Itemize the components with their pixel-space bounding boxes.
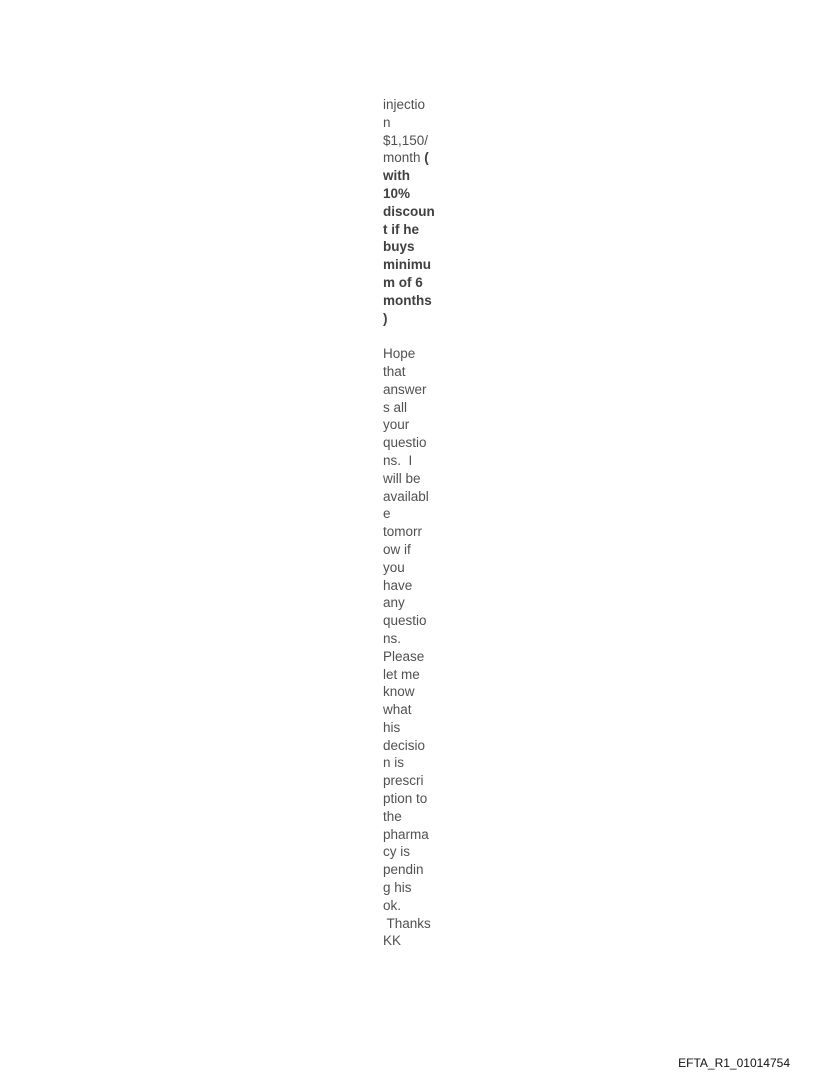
text-line: Please [383, 648, 425, 664]
text-fragment: month [383, 150, 421, 166]
text-line: answer [383, 381, 427, 397]
text-line: KK [383, 933, 402, 949]
text-line: ns. [383, 630, 402, 646]
text-line: ok. [383, 897, 402, 913]
text-line: what [383, 702, 412, 718]
text-line: the [383, 808, 402, 824]
text-line: cy is [383, 844, 410, 860]
text-line: availabl [383, 488, 429, 504]
bold-line: buys [383, 239, 415, 255]
text-line: your [383, 417, 410, 433]
text-line: know [383, 684, 415, 700]
text-line: questio [383, 613, 427, 629]
pricing-paragraph [383, 96, 443, 327]
bold-line: minimu [383, 257, 432, 273]
bold-line: t if he [383, 221, 419, 237]
text-line: you [383, 559, 405, 575]
text-line: ns. I [383, 452, 413, 468]
bold-line: ) [383, 310, 388, 326]
text-line: his [383, 719, 401, 735]
text-line: $1,150/ [383, 132, 429, 148]
bold-line: 10% [383, 185, 411, 201]
text-line: n [383, 114, 391, 130]
text-line: s all [383, 399, 408, 415]
bold-fragment: ( [424, 150, 429, 166]
text-line: any [383, 595, 405, 611]
text-line: n is [383, 755, 405, 771]
text-line: questio [383, 435, 427, 451]
text-line: e [383, 506, 391, 522]
text-line: pendin [383, 862, 424, 878]
document-id-footer: EFTA_R1_01014754 [678, 1056, 790, 1070]
text-line: Thanks [383, 915, 431, 931]
text-line: injectio [383, 97, 426, 112]
email-body-column [383, 96, 443, 950]
text-line: ow if [383, 541, 411, 557]
bold-line: with [383, 168, 410, 184]
text-line: ption to [383, 791, 428, 807]
text-line: pharma [383, 826, 429, 842]
bold-line: m of 6 [383, 274, 423, 290]
text-line: Hope [383, 346, 416, 362]
text-line: that [383, 363, 406, 379]
closing-paragraph [383, 345, 443, 950]
text-line: have [383, 577, 413, 593]
paragraph-gap [383, 327, 443, 345]
text-line: tomorr [383, 524, 423, 540]
text-line: will be [383, 470, 421, 486]
text-line-mixed [383, 149, 443, 167]
bold-line: discoun [383, 203, 435, 219]
text-line: prescri [383, 773, 424, 789]
text-line: let me [383, 666, 420, 682]
bold-line: months [383, 292, 432, 308]
text-line: decisio [383, 737, 426, 753]
text-line: g his [383, 880, 412, 896]
